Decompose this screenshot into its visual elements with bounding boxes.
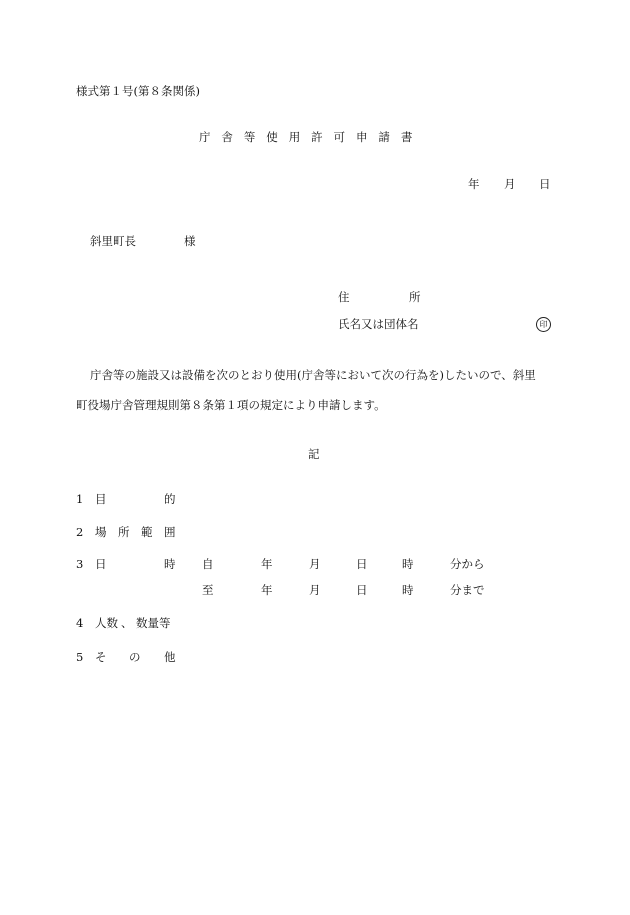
item-label-part: 目 xyxy=(95,492,107,506)
item-label-part: 所 xyxy=(118,525,130,539)
from-prefix: 自 xyxy=(202,557,214,571)
item-label-part: 範 xyxy=(141,525,153,539)
item-label-part: そ xyxy=(95,650,107,664)
item-label-part: 、 xyxy=(121,616,133,630)
body-line-1: 庁舎等の施設又は設備を次のとおり使用(庁舎等において次の行為を)したいので、斜里 xyxy=(90,368,536,382)
item-label-part: の xyxy=(129,650,141,664)
item-number: 1 xyxy=(76,492,84,506)
to-day: 日 xyxy=(356,583,368,597)
from-day: 日 xyxy=(356,557,368,571)
item-number: 2 xyxy=(76,525,84,539)
item-number: 3 xyxy=(76,557,84,571)
item-label-part: 数量等 xyxy=(136,616,171,630)
date-month: 月 xyxy=(504,177,516,191)
from-year: 年 xyxy=(261,557,273,571)
to-minute: 分まで xyxy=(450,583,485,597)
to-year: 年 xyxy=(261,583,273,597)
to-hour: 時 xyxy=(402,583,414,597)
date-day: 日 xyxy=(539,177,551,191)
to-month: 月 xyxy=(309,583,321,597)
item-label-part: 他 xyxy=(164,650,176,664)
address-label-1: 住 xyxy=(338,290,350,304)
item-label-part: 時 xyxy=(164,557,176,571)
addressee-name: 斜里町長 xyxy=(90,234,136,248)
addressee-honorific: 様 xyxy=(184,234,196,248)
seal-mark: 印 xyxy=(536,317,551,332)
item-label-part: 的 xyxy=(164,492,176,506)
item-number: 5 xyxy=(76,650,84,664)
name-label: 氏名又は団体名 xyxy=(338,317,419,331)
ki-heading: 記 xyxy=(308,447,320,461)
item-label-part: 場 xyxy=(95,525,107,539)
body-line-2: 町役場庁舎管理規則第８条第１項の規定により申請します。 xyxy=(76,398,386,412)
from-hour: 時 xyxy=(402,557,414,571)
item-label-part: 日 xyxy=(95,557,107,571)
item-label-part: 囲 xyxy=(164,525,176,539)
item-label-part: 人数 xyxy=(95,616,118,630)
item-number: 4 xyxy=(76,616,84,630)
from-minute: 分から xyxy=(450,557,485,571)
form-number: 様式第１号(第８条関係) xyxy=(76,84,200,98)
date-year: 年 xyxy=(468,177,480,191)
document-title: 庁舎等使用許可申請書 xyxy=(199,130,424,144)
address-label-2: 所 xyxy=(409,290,421,304)
from-month: 月 xyxy=(309,557,321,571)
to-prefix: 至 xyxy=(202,583,214,597)
